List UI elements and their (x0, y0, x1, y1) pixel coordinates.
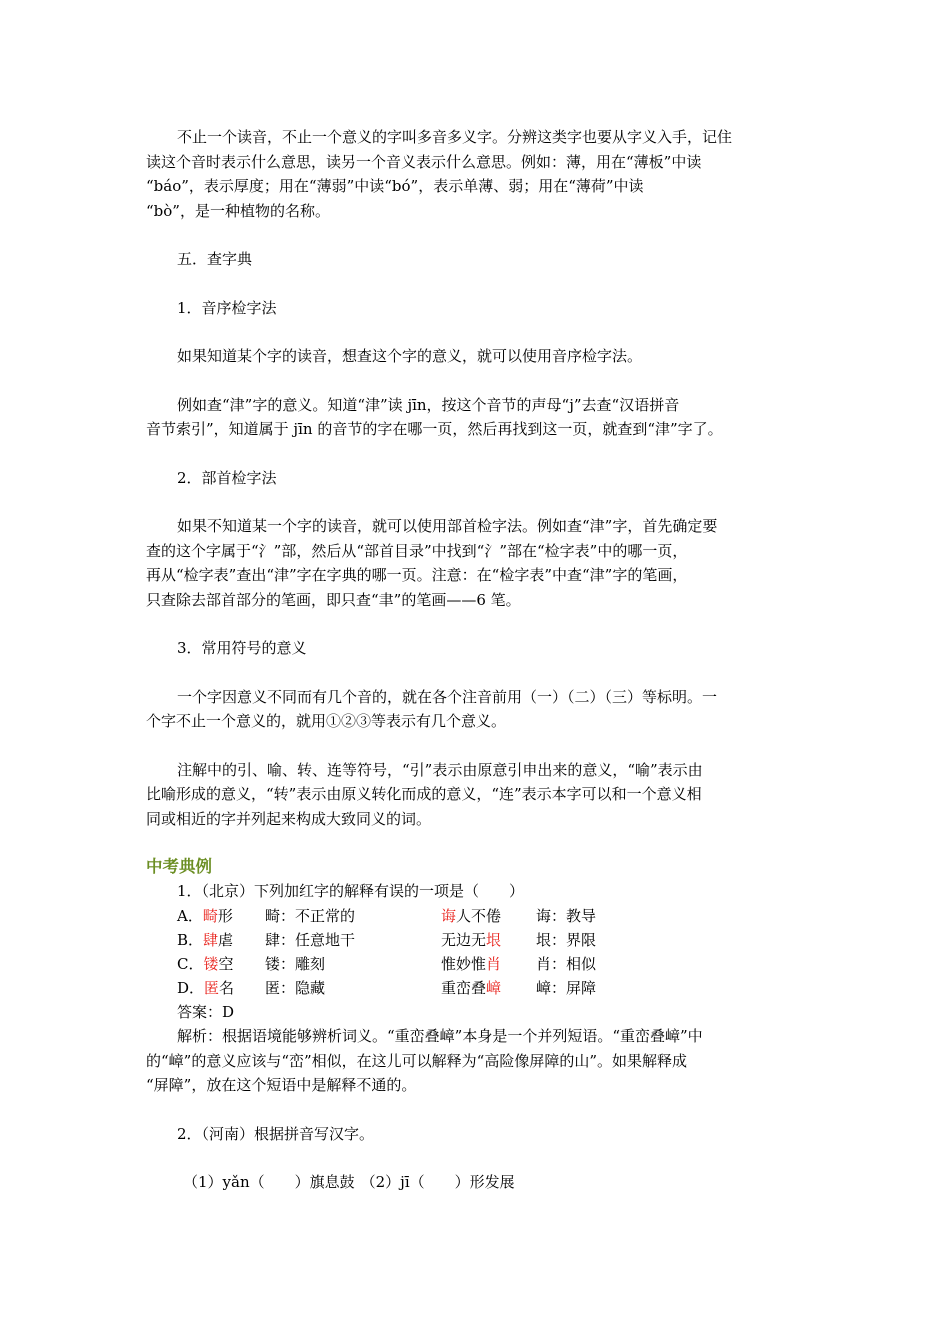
analysis-line-1: 解析：根据语境能够辨析词义。“重峦叠嶂”本身是一个并列短语。“重峦叠嶂”中 (177, 1027, 703, 1045)
option-definition-1: 肆：任意地干 (265, 930, 356, 949)
paragraph-radical-line-1: 如果不知道某一个字的读音，就可以使用部首检字法。例如查“津”字，首先确定要 (177, 517, 718, 535)
spacer (146, 442, 811, 466)
paragraph-symbols-line-1: 一个字因意义不同而有几个音的，就在各个注音前用（一）（二）（三）等标明。一 (177, 687, 718, 706)
section-heading-dictionary: 五．查字典 (177, 250, 253, 268)
paragraph-phonetic-example-line-1: 例如查“津”字的意义。知道“津”读 jīn，按这个音节的声母“j”去查“汉语拼音 (177, 395, 680, 414)
analysis-line-2: 的“嶂”的意义应该与“峦”相似，在这儿可以解释为“高险像屏障的山”。如果解释成 (146, 1051, 688, 1070)
paragraph-polyphonic-line-1: 不止一个读音，不止一个意义的字叫多音多义字。分辨这类字也要从字义入手，记住 (177, 128, 733, 146)
exam-examples-heading: 中考典例 (146, 857, 212, 876)
spacer (146, 612, 811, 636)
question-2-item-2: （2）jī（ ）形发展 (360, 1173, 515, 1191)
paragraph-annotation-line-1: 注解中的引、喻、转、连等符号，“引”表示由原意引申出来的意义，“喻”表示由 (177, 760, 703, 779)
option-row-d (146, 976, 811, 1000)
paragraph-phonetic-example-line-2: 音节索引”，知道属于 jīn 的音节的字在哪一页，然后再找到这一页，就查到“津”字了。 (146, 420, 723, 438)
spacer (146, 831, 811, 843)
option-word-1: C．镂空 (177, 954, 234, 973)
answer: 答案：D (177, 1002, 235, 1021)
option-word-2: 重峦叠嶂 (441, 978, 502, 997)
option-row-a (146, 904, 811, 928)
paragraph-phonetic-intro: 如果知道某个字的读音，想查这个字的意义，就可以使用音序检字法。 (177, 347, 643, 365)
option-word-1: A．畸形 (177, 906, 233, 925)
spacer (146, 490, 811, 514)
question-1: 1．（北京）下列加红字的解释有误的一项是（ ） (177, 882, 525, 900)
paragraph-polyphonic-line-2: 读这个音时表示什么意思，读另一个音义表示什么意思。例如：薄，用在“薄板”中读 (146, 152, 702, 171)
option-word-2: 惟妙惟肖 (441, 954, 502, 973)
option-definition-2: 垠：界限 (536, 930, 597, 949)
spacer (146, 320, 811, 344)
paragraph-radical-line-3: 再从“检字表”查出“津”字在字典的哪一页。注意：在“检字表”中查“津”字的笔画， (146, 566, 688, 584)
question-2-item-1: （1）yǎn（ ）旗息鼓 (183, 1173, 355, 1191)
option-definition-2: 嶂：屏障 (536, 978, 597, 997)
option-word-1: D．匿名 (177, 978, 235, 997)
paragraph-annotation-line-3: 同或相近的字并列起来构成大致同义的词。 (146, 809, 432, 828)
paragraph-symbols-line-2: 个字不止一个意义的，就用①②③等表示有几个意义。 (146, 712, 507, 730)
spacer (146, 369, 811, 393)
paragraph-radical-line-2: 查的这个字属于“氵”部，然后从“部首目录”中找到“氵”部在“检字表”中的哪一页， (146, 541, 688, 560)
paragraph-polyphonic-line-4: “bò”，是一种植物的名称。 (146, 201, 330, 220)
document-content (146, 125, 811, 1194)
option-definition-1: 匿：隐藏 (265, 978, 326, 997)
option-definition-2: 诲：教导 (536, 906, 597, 925)
spacer (146, 272, 811, 296)
option-row-c (146, 952, 811, 976)
option-definition-2: 肖：相似 (536, 954, 597, 973)
option-definition-1: 畸：不正常的 (265, 906, 356, 925)
analysis-line-3: “屏障”，放在这个短语中是解释不通的。 (146, 1076, 417, 1094)
spacer (146, 661, 811, 685)
spacer (146, 223, 811, 247)
subheading-symbols: 3．常用符号的意义 (177, 639, 307, 657)
question-2-items (146, 1170, 811, 1194)
option-word-2: 诲人不倦 (441, 906, 502, 925)
spacer (146, 1098, 811, 1122)
option-row-b (146, 928, 811, 952)
question-2: 2．（河南）根据拼音写汉字。 (177, 1124, 375, 1143)
spacer (146, 1146, 811, 1170)
option-definition-1: 镂：雕刻 (265, 954, 326, 973)
paragraph-polyphonic-line-3: “báo”，表示厚度；用在“薄弱”中读“bó”，表示单薄、弱；用在“薄荷”中读 (146, 177, 644, 195)
paragraph-annotation-line-2: 比喻形成的意义，“转”表示由原义转化而成的意义，“连”表示本字可以和一个意义相 (146, 785, 702, 803)
option-word-2: 无边无垠 (441, 930, 502, 949)
subheading-radical-lookup: 2．部首检字法 (177, 468, 277, 487)
paragraph-radical-line-4: 只查除去部首部分的笔画，即只查“聿”的笔画——6 笔。 (146, 590, 521, 609)
option-word-1: B．肆虐 (177, 930, 234, 949)
subheading-phonetic-lookup: 1．音序检字法 (177, 298, 277, 317)
spacer (146, 843, 811, 855)
spacer (146, 734, 811, 758)
